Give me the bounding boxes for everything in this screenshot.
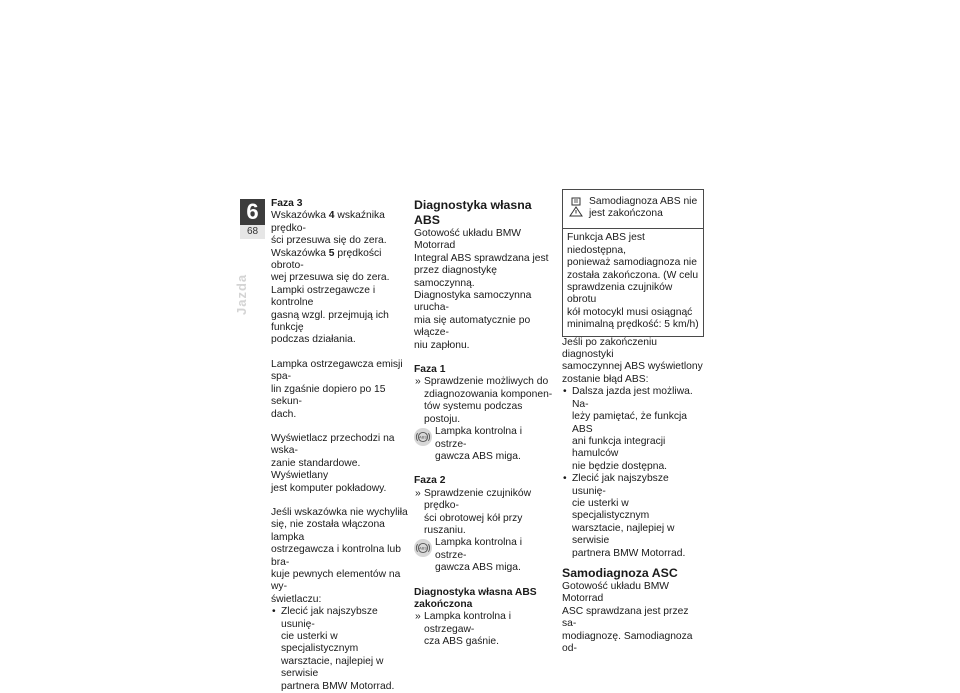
svg-text:ABS: ABS [418,545,428,551]
lamp-note: ABS Lampka kontrolna i ostrze- gawcza ABS miga. [414,537,554,574]
column-3 [562,198,704,655]
paragraph-line: kuje pewnych elementów na wy- [271,568,401,593]
paragraph-line: się, nie została włączona lampka [271,519,385,543]
faza3-line: Wskazówka 5 prędkości obroto- [271,247,382,272]
paragraph-line: mia się automatycznie po włącze- [414,314,531,339]
warning-triangle-icon [567,196,589,222]
chapter-tab [240,199,265,239]
arrow-marker: » [415,487,421,499]
chapter-number: 6 [240,199,265,225]
arrow-marker: » [415,611,421,623]
paragraph-line: zanie standardowe. Wyświetlany [271,457,361,482]
abs-warning-lamp-icon [414,428,432,446]
list-item: » Sprawdzenie możliwych do zdiagnozowania komponen- tów systemu podczas postoju. [415,376,553,425]
warning-box [562,189,704,337]
faza3-line: gasną wzgl. przejmują ich funkcję [271,309,389,334]
list-item: • Zlecić jak najszybsze usunię- cie usterki w specjalistycznym warsztacie, najlepiej w serwisie partnera BMW Motorrad. [272,606,395,692]
paragraph-line: niu zapłonu. [414,339,470,351]
faza1-heading: Faza 1 [414,364,446,376]
abs-done-heading: zakończona [414,598,473,610]
paragraph-line: Lampka ostrzegawcza emisji spa- [271,358,403,383]
list-item: • Zlecić jak najszybsze usunię- cie usterki w specjalistycznym warsztacie, najlepiej w serwisie partnera BMW Motorrad. [563,473,686,559]
paragraph-line: modiagnozę. Samodiagnoza od- [562,630,693,654]
paragraph-line: lin zgaśnie dopiero po 15 sekun- [271,383,386,408]
faza3-line: Wskazówka 4 wskaźnika prędko- [271,210,385,234]
paragraph-line: samoczynnej ABS wyświetlony [562,361,703,373]
arrow-marker: » [415,376,421,388]
paragraph-line: ASC sprawdzana jest przez sa- [562,605,689,630]
lamp-note: ABS Lampka kontrolna i ostrze- gawcza ABS miga. [414,426,554,463]
faza3-line: ści przesuwa się do zera. [271,235,387,247]
abs-diagnostics-heading: Diagnostyka własna ABS [414,198,532,227]
bullet-marker: • [272,606,276,618]
paragraph-line: świetlaczu: [271,593,322,605]
bullet-marker: • [563,386,567,398]
result-list [414,611,554,648]
column-2 [414,198,554,649]
warning-box-header: Samodiagnoza ABS nie jest zakończona [563,190,703,229]
page-number: 68 [246,226,259,237]
faza2-heading: Faza 2 [414,475,446,487]
faza3-line: wej przesuwa się do zera. [271,272,390,284]
paragraph-line: Jeśli po zakończeniu diagnostyki [562,336,658,361]
paragraph-line: Jeśli wskazówka nie wychyliła [271,506,408,518]
list-item: » Sprawdzenie czujników prędko- ści obrotowej kół przy ruszaniu. [415,487,532,536]
paragraph-line: Gotowość układu BMW Motorrad [414,228,522,252]
paragraph-line: zostanie błąd ABS: [562,373,649,385]
bullet-list [271,606,409,693]
abs-warning-lamp-icon [414,539,432,557]
paragraph-line: Wyświetlacz przechodzi na wska- [271,432,395,457]
paragraph-line: Diagnostyka samoczynna urucha- [414,290,532,314]
paragraph-line: jest komputer pokładowy. [271,482,387,494]
asc-heading: Samodiagnoza ASC [562,565,678,580]
paragraph-line: Gotowość układu BMW Motorrad [562,580,670,605]
paragraph-line: ostrzegawcza i kontrolna lub bra- [271,544,401,568]
faza3-line: podczas działania. [271,334,356,346]
bullet-marker: • [563,473,567,485]
paragraph-line: dach. [271,408,297,420]
faza3-line: Lampki ostrzegawcze i kontrolne [271,284,376,309]
result-list [414,376,554,426]
warning-box-body: Funkcja ABS jest niedostępna, ponieważ samodiagnoza nie została zakończona. (W celu sprawdzenia czujników obrotu kół motocykl musi osiągnąć minimalną prędkość: 5 km/h) [567,232,699,331]
paragraph-line: Integral ABS sprawdzana jest [414,252,549,264]
faza3-heading: Faza 3 [271,198,303,209]
list-item: • Dalsza jazda jest możliwa. Na- leży pamiętać, że funkcja ABS ani funkcja integracji hamulców nie będzie dostępna. [563,386,693,472]
column-1 [271,198,409,693]
abs-done-heading: Diagnostyka własna ABS [414,586,537,598]
bullet-list [562,386,704,560]
paragraph-line: przez diagnostykę samoczynną. [414,265,497,289]
list-item: » Lampka kontrolna i ostrzegaw- cza ABS gaśnie. [415,611,512,648]
result-list [414,488,554,538]
svg-text:ABS: ABS [418,434,428,440]
